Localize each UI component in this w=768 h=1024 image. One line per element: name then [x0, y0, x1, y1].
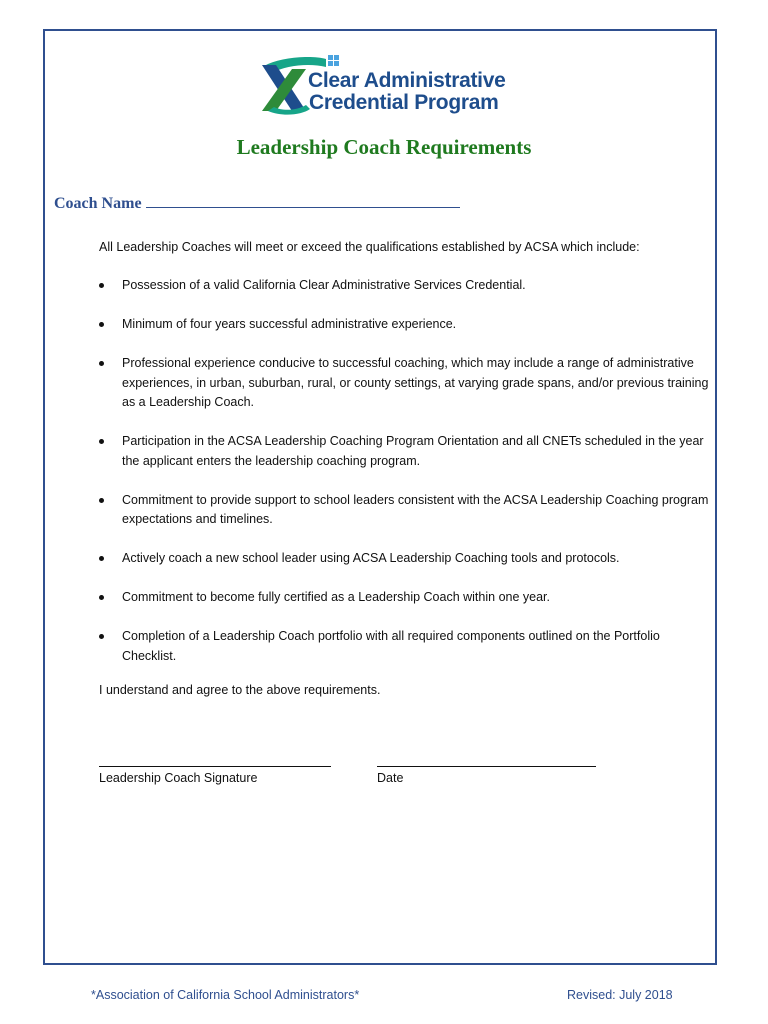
list-item — [99, 627, 711, 666]
bullet-icon — [99, 556, 104, 561]
bullet-icon — [99, 498, 104, 503]
program-logo-line1: Clear Administrative — [308, 69, 506, 92]
coach-name-label: Coach Name — [54, 195, 142, 212]
requirement-text: Commitment to become fully certified as a Leadership Coach within one year. — [122, 590, 550, 604]
bullet-icon — [99, 595, 104, 600]
intro-text: All Leadership Coaches will meet or exceed the qualifications established by ACSA which include: — [99, 240, 640, 254]
bullet-icon — [99, 634, 104, 639]
document-title: Leadership Coach Requirements — [236, 135, 532, 159]
list-item — [99, 549, 711, 569]
signature-label: Leadership Coach Signature — [99, 771, 258, 785]
coach-name-row — [54, 194, 460, 213]
requirement-text: Professional experience conducive to successful coaching, which may include a range of administrative experiences, in urban, suburban, rural, or county settings, at varying grade spans, and/or previous training as a Leadership Coach. — [122, 356, 709, 409]
bullet-icon — [99, 322, 104, 327]
program-logo-text — [308, 70, 505, 114]
date-line[interactable] — [377, 766, 596, 767]
footer-organization: *Association of California School Administrators* — [91, 988, 360, 1002]
requirement-text: Commitment to provide support to school leaders consistent with the ACSA Leadership Coaching program expectations and timelines. — [122, 492, 709, 526]
list-item — [99, 354, 711, 413]
requirement-text: Possession of a valid California Clear Administrative Services Credential. — [122, 278, 526, 292]
bullet-icon — [99, 439, 104, 444]
date-label: Date — [377, 771, 404, 785]
agreement-text: I understand and agree to the above requirements. — [99, 683, 381, 697]
bullet-icon — [99, 283, 104, 288]
list-item — [99, 315, 711, 335]
footer-revised-date: Revised: July 2018 — [567, 988, 673, 1002]
requirement-text: Completion of a Leadership Coach portfolio with all required components outlined on the Portfolio Checklist. — [122, 629, 660, 663]
requirement-text: Participation in the ACSA Leadership Coaching Program Orientation and all CNETs scheduled in the year the applicant enters the leadership coaching program. — [122, 434, 704, 468]
signature-line[interactable] — [99, 766, 331, 767]
bullet-icon — [99, 361, 104, 366]
program-logo-line2: Credential Program — [309, 91, 499, 114]
requirements-list — [99, 276, 711, 686]
list-item — [99, 432, 711, 471]
coach-name-blank[interactable] — [146, 194, 460, 208]
requirement-text: Minimum of four years successful administrative experience. — [122, 317, 457, 331]
list-item — [99, 276, 711, 296]
program-logo — [262, 51, 512, 121]
list-item — [99, 491, 711, 530]
requirement-text: Actively coach a new school leader using ACSA Leadership Coaching tools and protocols. — [122, 551, 620, 565]
list-item — [99, 588, 711, 608]
